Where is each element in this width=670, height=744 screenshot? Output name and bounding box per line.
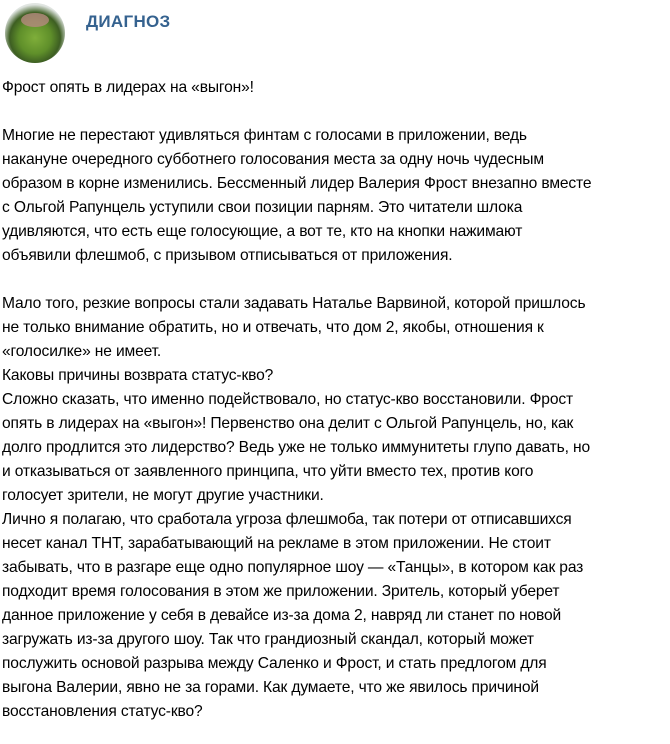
post-text-line: выгона Валерии, явно не за горами. Как думаете, что же явилось причиной <box>2 679 539 696</box>
post-text-line: «голосилке» не имеет. <box>2 343 162 360</box>
post-text-line: Многие не перестают удивляться финтам с голосами в приложении, ведь <box>2 127 527 144</box>
post-text-line: Фрост опять в лидерах на «выгон»! <box>2 79 254 96</box>
post-text-line: Мало того, резкие вопросы стали задавать Наталье Варвиной, которой пришлось <box>2 295 586 312</box>
post-text-line: образом в корне изменились. Бессменный лидер Валерия Фрост внезапно вместе <box>2 175 592 192</box>
post-text-line: Сложно сказать, что именно подействовало, но статус-кво восстановили. Фрост <box>2 391 573 408</box>
post-text <box>2 76 670 724</box>
blank-line <box>2 268 670 292</box>
post-text-line: с Ольгой Рапунцель уступили свои позиции парням. Это читатели шлока <box>2 199 523 216</box>
group-avatar-icon[interactable] <box>5 3 65 63</box>
post-text-line: восстановления статус-кво? <box>2 703 203 720</box>
post-text-line: несет канал ТНТ, зарабатывающий на рекламе в этом приложении. Не стоит <box>2 535 551 552</box>
post-text-line: удивляются, что есть еще голосующие, а вот те, кто на кнопки нажимают <box>2 223 523 240</box>
post-text-line: долго продлится это лидерство? Ведь уже не только иммунитеты глупо давать, но <box>2 439 590 456</box>
post-text-line: данное приложение у себя в девайсе из-за дома 2, навряд ли станет по новой <box>2 607 562 624</box>
post-text-line: забывать, что в разгаре еще одно популярное шоу — «Танцы», в котором как раз <box>2 559 584 576</box>
post-text-line: голосует зрители, не могут другие участники. <box>2 487 324 504</box>
author-name[interactable]: ДИАГНОЗ <box>86 12 171 31</box>
blank-line <box>2 100 670 124</box>
post-text-line: и отказываться от заявленного принципа, что уйти вместо тех, против кого <box>2 463 534 480</box>
post-text-line: Каковы причины возврата статус-кво? <box>2 367 274 384</box>
post-text-line: подходит время голосования в этом же приложении. Зритель, который уберет <box>2 583 560 600</box>
avatar-image-detail <box>21 13 49 27</box>
post-text-line: опять в лидерах на «выгон»! Первенство она делит с Ольгой Рапунцель, но, как <box>2 415 574 432</box>
post-text-line: объявили флешмоб, с призывом отписываться от приложения. <box>2 247 453 264</box>
post-text-line: Лично я полагаю, что сработала угроза флешмоба, так потери от отписавшихся <box>2 511 572 528</box>
post-text-line: накануне очередного субботнего голосования места за одну ночь чудесным <box>2 151 544 168</box>
post-text-line: послужить основой разрыва между Саленко и Фрост, и стать предлогом для <box>2 655 547 672</box>
post-text-line: загружать из-за другого шоу. Так что грандиозный скандал, который может <box>2 631 534 648</box>
post-text-line: не только внимание обратить, но и отвечать, что дом 2, якобы, отношения к <box>2 319 544 336</box>
